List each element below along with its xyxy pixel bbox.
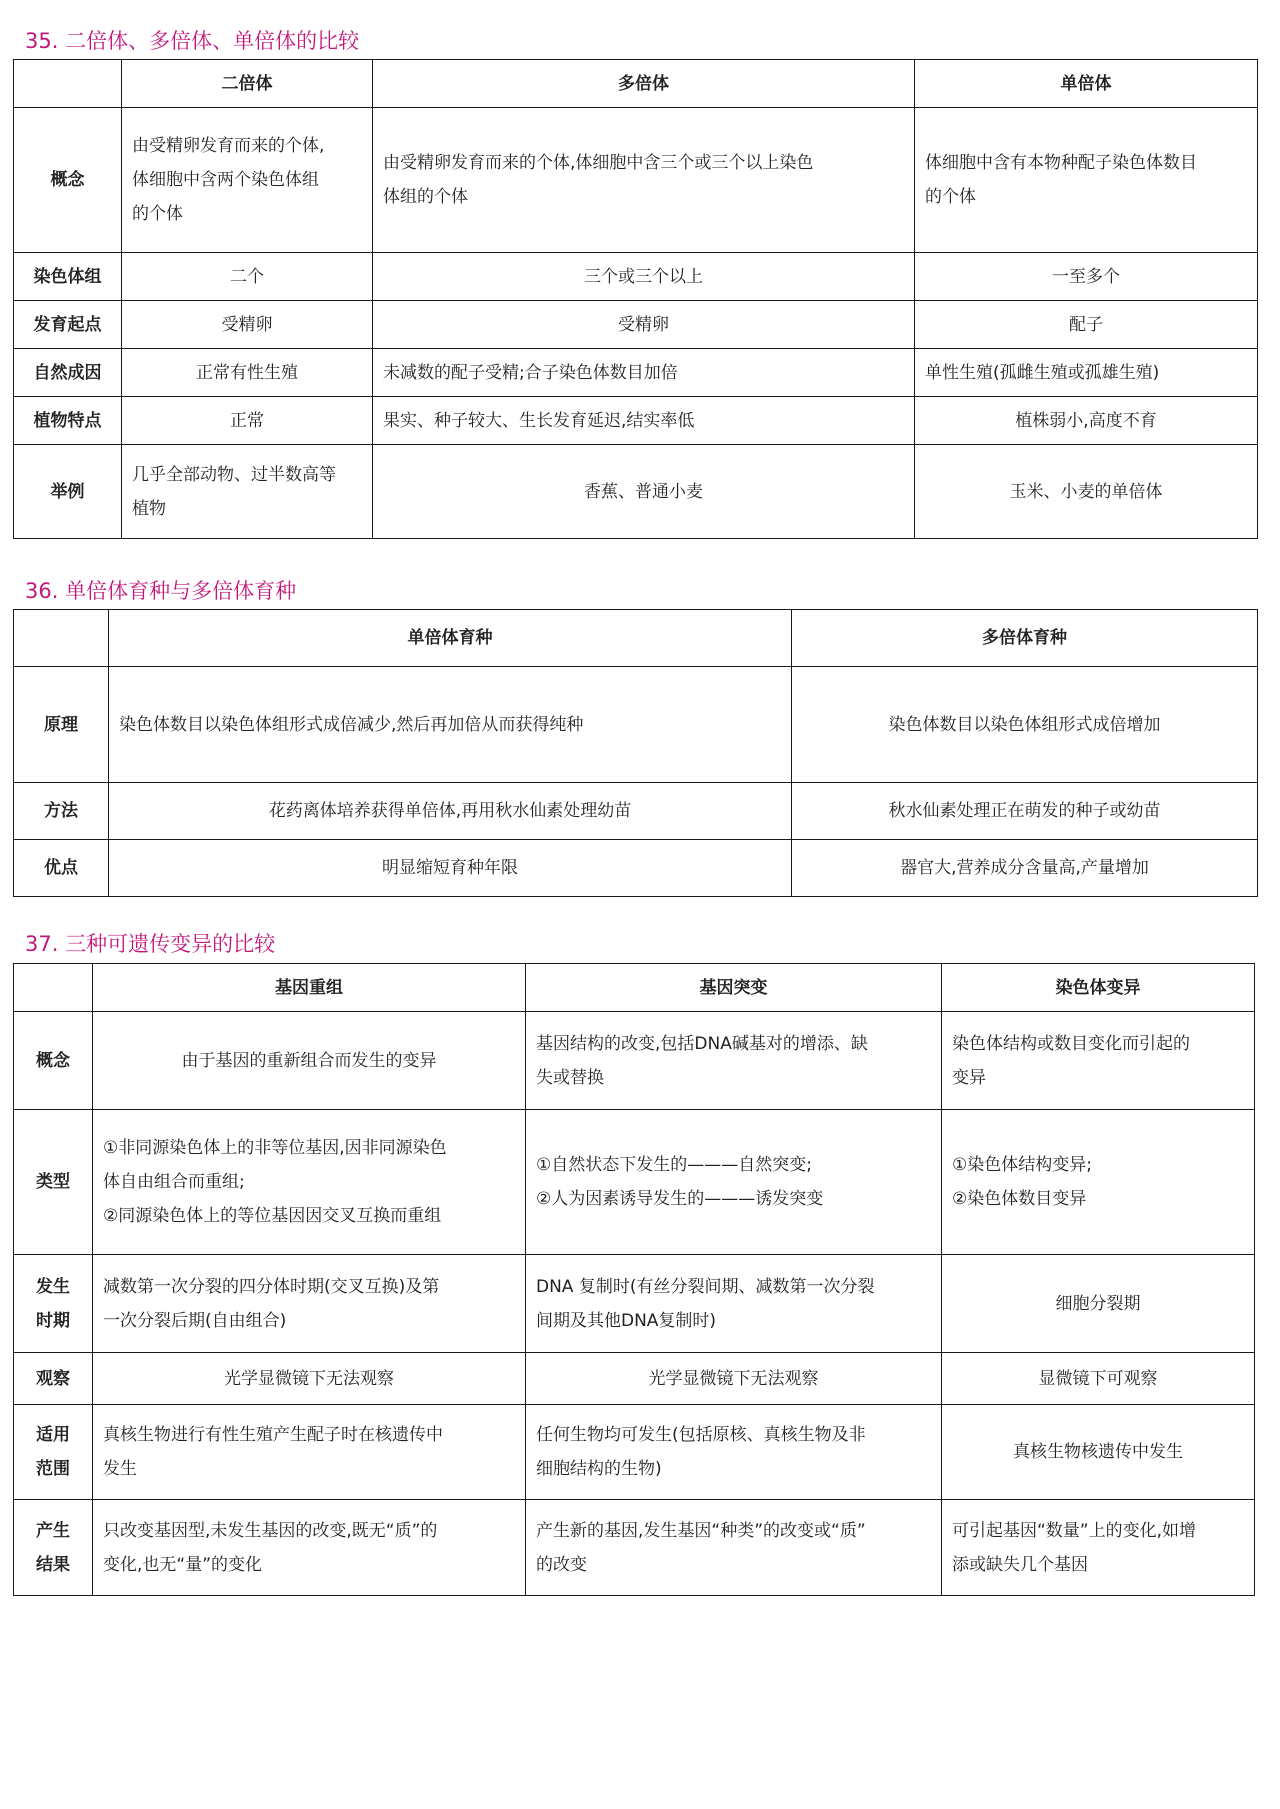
table-cell: ①染色体结构变异; ②染色体数目变异 bbox=[942, 1110, 1255, 1255]
row-label: 方法 bbox=[14, 783, 109, 840]
table-cell: 玉米、小麦的单倍体 bbox=[915, 445, 1258, 539]
table-cell: 香蕉、普通小麦 bbox=[373, 445, 915, 539]
row-label: 举例 bbox=[14, 445, 122, 539]
table-cell: 光学显微镜下无法观察 bbox=[526, 1353, 942, 1405]
table-cell: 由于基因的重新组合而发生的变异 bbox=[93, 1012, 526, 1110]
row-label: 发育起点 bbox=[14, 301, 122, 349]
row-label: 适用 范围 bbox=[14, 1405, 93, 1500]
table-cell: 正常 bbox=[122, 397, 373, 445]
header-haploid: 单倍体 bbox=[915, 60, 1258, 108]
table-cell: 任何生物均可发生(包括原核、真核生物及非 细胞结构的生物) bbox=[526, 1405, 942, 1500]
table-35 bbox=[13, 59, 1258, 539]
table-header-row bbox=[14, 964, 1255, 1012]
row-label: 原理 bbox=[14, 667, 109, 783]
header-chromosome-variation: 染色体变异 bbox=[942, 964, 1255, 1012]
table-row bbox=[14, 1110, 1255, 1255]
table-cell: ①非同源染色体上的非等位基因,因非同源染色 体自由组合而重组; ②同源染色体上的等位基因因交叉互换而重组 bbox=[93, 1110, 526, 1255]
table-cell: 真核生物核遗传中发生 bbox=[942, 1405, 1255, 1500]
table-cell: 三个或三个以上 bbox=[373, 253, 915, 301]
table-cell: DNA 复制时(有丝分裂间期、减数第一次分裂 间期及其他DNA复制时) bbox=[526, 1255, 942, 1353]
table-row bbox=[14, 1500, 1255, 1596]
table-cell: 明显缩短育种年限 bbox=[109, 840, 792, 897]
row-label: 优点 bbox=[14, 840, 109, 897]
table-cell: 二个 bbox=[122, 253, 373, 301]
table-row bbox=[14, 1012, 1255, 1110]
row-label: 产生 结果 bbox=[14, 1500, 93, 1596]
table-cell: 受精卵 bbox=[373, 301, 915, 349]
table-cell: 染色体数目以染色体组形式成倍减少,然后再加倍从而获得纯种 bbox=[109, 667, 792, 783]
table-cell: 受精卵 bbox=[122, 301, 373, 349]
table-row bbox=[14, 349, 1258, 397]
table-cell: 染色体数目以染色体组形式成倍增加 bbox=[792, 667, 1258, 783]
header-corner bbox=[14, 610, 109, 667]
table-cell: 花药离体培养获得单倍体,再用秋水仙素处理幼苗 bbox=[109, 783, 792, 840]
table-cell: 显微镜下可观察 bbox=[942, 1353, 1255, 1405]
section-35-title: 35. 二倍体、多倍体、单倍体的比较 bbox=[25, 29, 360, 53]
row-label: 概念 bbox=[14, 108, 122, 253]
table-row bbox=[14, 1353, 1255, 1405]
table-cell: 由受精卵发育而来的个体,体细胞中含三个或三个以上染色 体组的个体 bbox=[373, 108, 915, 253]
header-polyploid-breeding: 多倍体育种 bbox=[792, 610, 1258, 667]
table-cell: 由受精卵发育而来的个体, 体细胞中含两个染色体组 的个体 bbox=[122, 108, 373, 253]
table-row bbox=[14, 445, 1258, 539]
section-36-title: 36. 单倍体育种与多倍体育种 bbox=[25, 579, 297, 603]
table-header-row bbox=[14, 610, 1258, 667]
table-cell: 果实、种子较大、生长发育延迟,结实率低 bbox=[373, 397, 915, 445]
row-label: 自然成因 bbox=[14, 349, 122, 397]
table-cell: 减数第一次分裂的四分体时期(交叉互换)及第 一次分裂后期(自由组合) bbox=[93, 1255, 526, 1353]
table-cell: 真核生物进行有性生殖产生配子时在核遗传中 发生 bbox=[93, 1405, 526, 1500]
table-cell: 细胞分裂期 bbox=[942, 1255, 1255, 1353]
header-mutation: 基因突变 bbox=[526, 964, 942, 1012]
table-cell: 未减数的配子受精;合子染色体数目加倍 bbox=[373, 349, 915, 397]
table-row bbox=[14, 1255, 1255, 1353]
table-cell: 正常有性生殖 bbox=[122, 349, 373, 397]
table-cell: 配子 bbox=[915, 301, 1258, 349]
header-corner bbox=[14, 60, 122, 108]
table-cell: 基因结构的改变,包括DNA碱基对的增添、缺 失或替换 bbox=[526, 1012, 942, 1110]
header-diploid: 二倍体 bbox=[122, 60, 373, 108]
table-row bbox=[14, 1405, 1255, 1500]
row-label: 染色体组 bbox=[14, 253, 122, 301]
section-37-title: 37. 三种可遗传变异的比较 bbox=[25, 932, 276, 956]
table-cell: 单性生殖(孤雌生殖或孤雄生殖) bbox=[915, 349, 1258, 397]
header-haploid-breeding: 单倍体育种 bbox=[109, 610, 792, 667]
table-row bbox=[14, 108, 1258, 253]
table-37 bbox=[13, 963, 1255, 1596]
table-row bbox=[14, 667, 1258, 783]
table-cell: 秋水仙素处理正在萌发的种子或幼苗 bbox=[792, 783, 1258, 840]
row-label: 发生 时期 bbox=[14, 1255, 93, 1353]
table-cell: 植株弱小,高度不育 bbox=[915, 397, 1258, 445]
table-cell: 几乎全部动物、过半数高等 植物 bbox=[122, 445, 373, 539]
row-label: 植物特点 bbox=[14, 397, 122, 445]
table-cell: 可引起基因“数量”上的变化,如增 添或缺失几个基因 bbox=[942, 1500, 1255, 1596]
table-cell: 器官大,营养成分含量高,产量增加 bbox=[792, 840, 1258, 897]
table-row bbox=[14, 783, 1258, 840]
table-cell: 产生新的基因,发生基因“种类”的改变或“质” 的改变 bbox=[526, 1500, 942, 1596]
header-recombination: 基因重组 bbox=[93, 964, 526, 1012]
table-cell: 一至多个 bbox=[915, 253, 1258, 301]
row-label: 类型 bbox=[14, 1110, 93, 1255]
row-label: 概念 bbox=[14, 1012, 93, 1110]
table-cell: 光学显微镜下无法观察 bbox=[93, 1353, 526, 1405]
header-polyploid: 多倍体 bbox=[373, 60, 915, 108]
table-row bbox=[14, 301, 1258, 349]
table-row bbox=[14, 253, 1258, 301]
row-label: 观察 bbox=[14, 1353, 93, 1405]
table-row bbox=[14, 397, 1258, 445]
table-cell: 染色体结构或数目变化而引起的 变异 bbox=[942, 1012, 1255, 1110]
table-36 bbox=[13, 609, 1258, 897]
table-cell: 只改变基因型,未发生基因的改变,既无“质”的 变化,也无“量”的变化 bbox=[93, 1500, 526, 1596]
table-header-row bbox=[14, 60, 1258, 108]
table-cell: ①自然状态下发生的———自然突变; ②人为因素诱导发生的———诱发突变 bbox=[526, 1110, 942, 1255]
table-cell: 体细胞中含有本物种配子染色体数目 的个体 bbox=[915, 108, 1258, 253]
table-row bbox=[14, 840, 1258, 897]
header-corner bbox=[14, 964, 93, 1012]
